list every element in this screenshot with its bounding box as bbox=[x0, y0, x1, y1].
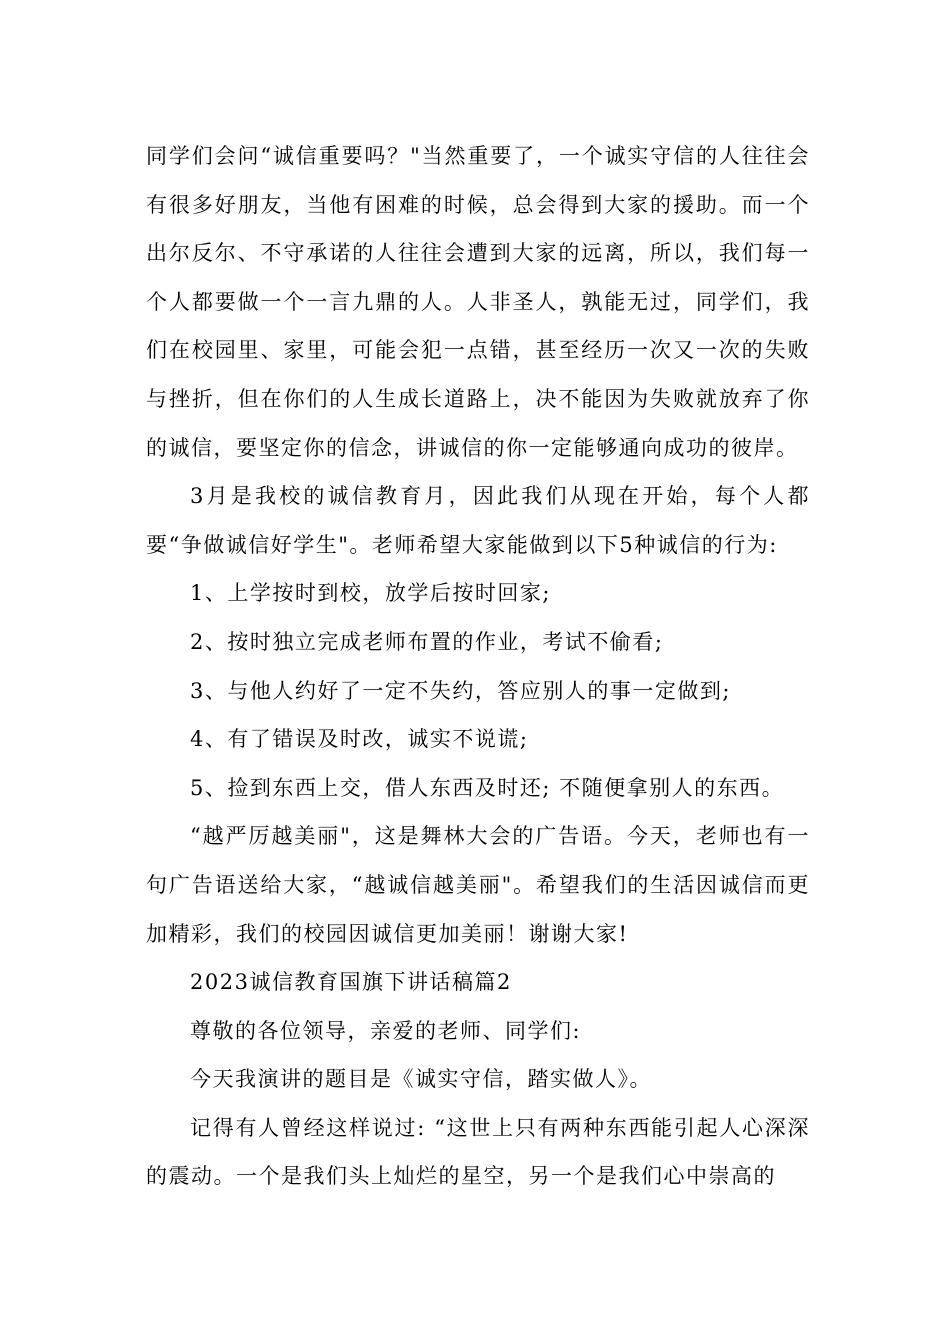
list-item-3: 3、与他人约好了一定不失约，答应别人的事一定做到; bbox=[190, 678, 731, 703]
speech-topic: 今天我演讲的题目是《诚实守信，踏实做人》。 bbox=[190, 1067, 652, 1092]
paragraph-slogan: “越严厉越美丽"，这是舞林大会的广告语。今天，老师也有一句广告语送给大家，“越诚信越美丽"。希望我们的生活因诚信而更加精彩，我们的校园因诚信更加美丽！谢谢大家! bbox=[146, 824, 810, 946]
document-body bbox=[146, 132, 810, 1201]
paragraph-quote: 记得有人曾经这样说过: “这世上只有两种东西能引起人心深深的震动。一个是我们头上灿烂的星空，另一个是我们心中崇高的 bbox=[146, 1115, 810, 1189]
salutation: 尊敬的各位领导，亲爱的老师、同学们: bbox=[190, 1018, 582, 1043]
list-item-4: 4、有了错误及时改，诚实不说谎; bbox=[190, 727, 529, 752]
paragraph-honesty-importance: 同学们会问“诚信重要吗？"当然重要了，一个诚实守信的人往往会有很多好朋友，当他有困难的时候，总会得到大家的援助。而一个出尔反尔、不守承诺的人往往会遭到大家的远离，所以，我们每一个人都要做一个一言九鼎的人。人非圣人，孰能无过，同学们，我们在校园里、家里，可能会犯一点错，甚至经历一次又一次的失败与挫折，但在你们的人生成长道路上，决不能因为失败就放弃了你的诚信，要坚定你的信念，讲诚信的你一定能够通向成功的彼岸。 bbox=[146, 144, 810, 460]
section-heading: 2023诚信教育国旗下讲话稿篇2 bbox=[190, 970, 512, 995]
list-item-2: 2、按时独立完成老师布置的作业，考试不偷看; bbox=[190, 629, 664, 654]
paragraph-honesty-month: 3月是我校的诚信教育月，因此我们从现在开始，每个人都要“争做诚信好学生"。老师希望大家能做到以下5种诚信的行为: bbox=[146, 484, 810, 557]
list-item-5: 5、捡到东西上交，借人东西及时还; 不随便拿别人的东西。 bbox=[190, 775, 785, 800]
list-item-1: 1、上学按时到校，放学后按时回家; bbox=[190, 581, 551, 606]
